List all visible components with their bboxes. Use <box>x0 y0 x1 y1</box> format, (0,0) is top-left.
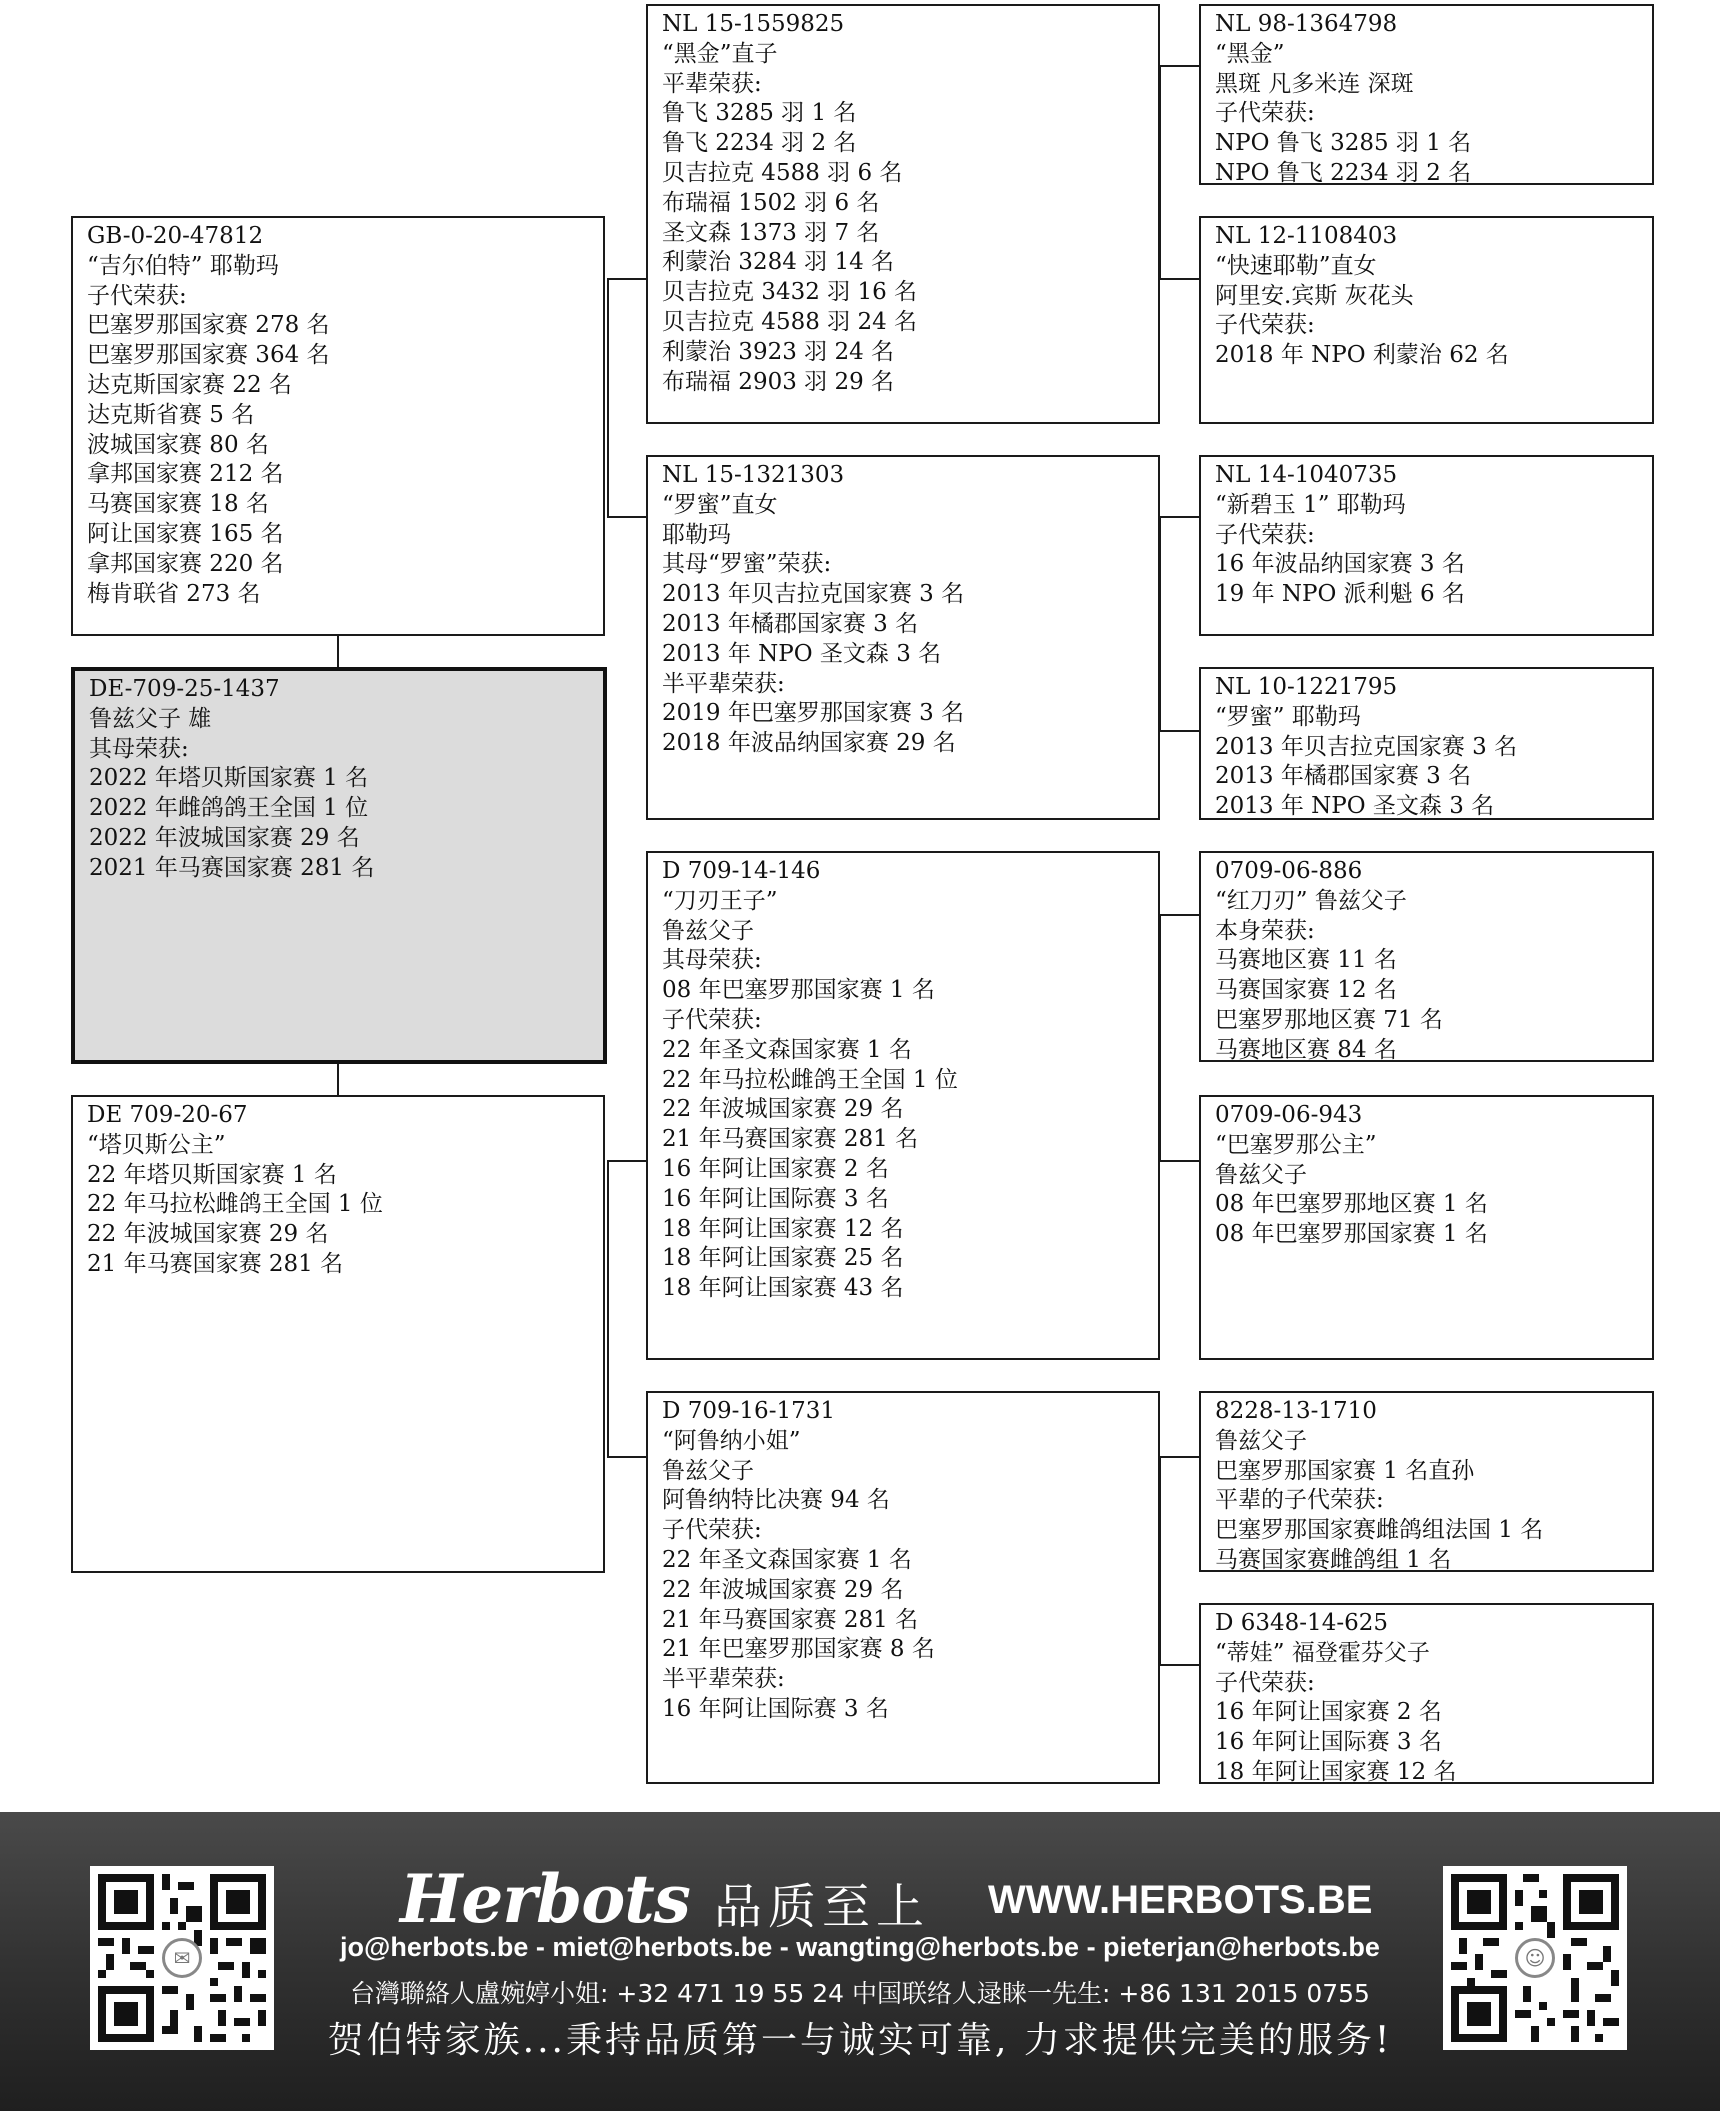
pedigree-line: 22 年波城国家赛 29 名 <box>662 1576 904 1603</box>
ds-sire-card <box>1199 851 1654 1062</box>
connector <box>607 278 647 280</box>
pedigree-line: 2018 年 NPO 利蒙治 62 名 <box>1215 342 1509 369</box>
ring-number: DE-709-25-1437 <box>89 676 280 702</box>
pedigree-line: 2019 年巴塞罗那国家赛 3 名 <box>662 700 965 727</box>
pedigree-line: 子代荣获: <box>1215 521 1315 548</box>
pedigree-line: 阿鲁纳特比决赛 94 名 <box>662 1487 890 1514</box>
connector <box>1159 1456 1199 1458</box>
pedigree-line: 22 年圣文森国家赛 1 名 <box>662 1036 912 1063</box>
pedigree-line: 半平辈荣获: <box>662 670 785 697</box>
pedigree-line: 耶勒玛 <box>662 521 731 548</box>
pedigree-line: 黑斑 凡多米连 深斑 <box>1215 70 1414 97</box>
connector <box>607 516 647 518</box>
pedigree-line: 贝吉拉克 4588 羽 24 名 <box>662 308 918 335</box>
connector <box>1159 65 1199 67</box>
pedigree-line: 21 年马赛国家赛 281 名 <box>662 1606 919 1633</box>
website-link[interactable]: WWW.HERBOTS.BE <box>988 1878 1373 1922</box>
ring-number: NL 10-1221795 <box>1215 674 1398 700</box>
pedigree-line: 马赛地区赛 11 名 <box>1215 947 1397 974</box>
connector <box>1159 1664 1199 1666</box>
dam-dam-card <box>646 1391 1160 1784</box>
pedigree-line: 鲁兹父子 <box>1215 1427 1307 1454</box>
line-badge-icon: ✉ <box>162 1938 202 1978</box>
sd-sire-card <box>1199 455 1654 636</box>
contact-phones: 台灣聯絡人盧婉婷小姐: +32 471 19 55 24 中国联络人逯睐一先生: +86 131 2015 0755 <box>350 1979 1370 2008</box>
dd-dam-card <box>1199 1603 1654 1784</box>
pedigree-line: 马赛国家赛 18 名 <box>87 491 269 518</box>
pedigree-line: 2013 年贝吉拉克国家赛 3 名 <box>662 581 965 608</box>
pedigree-line: 马赛国家赛雌鸽组 1 名 <box>1215 1546 1452 1572</box>
slogan: 品质至上 <box>714 1879 931 1935</box>
pedigree-line: 16 年阿让国际赛 3 名 <box>662 1695 889 1722</box>
pedigree-line: 子代荣获: <box>662 1006 762 1033</box>
ds-dam-card <box>1199 1095 1654 1360</box>
ring-number: D 709-16-1731 <box>662 1398 835 1424</box>
connector <box>607 1160 609 1456</box>
connector <box>337 1062 339 1096</box>
ring-number: NL 12-1108403 <box>1215 223 1398 249</box>
connector <box>1159 516 1199 518</box>
pedigree-line: “吉尔伯特” 耶勒玛 <box>87 252 279 279</box>
connector <box>337 635 339 667</box>
connector <box>607 1160 647 1162</box>
pedigree-line: 鲁飞 2234 羽 2 名 <box>662 130 857 157</box>
wechat-badge-icon: ☺ <box>1515 1938 1555 1978</box>
ring-number: D 709-14-146 <box>662 858 821 884</box>
pedigree-line: 18 年阿让国家赛 43 名 <box>662 1275 904 1302</box>
pedigree-line: 半平辈荣获: <box>662 1666 785 1693</box>
ring-number: NL 14-1040735 <box>1215 462 1398 488</box>
pedigree-line: 18 年阿让国家赛 12 名 <box>662 1215 904 1242</box>
dam-sire-card <box>646 851 1160 1360</box>
pedigree-line: 鲁兹父子 <box>1215 1161 1307 1188</box>
herbots-logo: Herbots <box>400 1860 690 1938</box>
ring-number: NL 98-1364798 <box>1215 11 1398 37</box>
pedigree-line: 拿邦国家赛 220 名 <box>87 550 284 577</box>
pedigree-line: NPO 鲁飞 2234 羽 2 名 <box>1215 159 1472 185</box>
pedigree-line: 22 年塔贝斯国家赛 1 名 <box>87 1161 337 1188</box>
pedigree-line: “黑金”直子 <box>662 40 778 67</box>
pedigree-line: 08 年巴塞罗那国家赛 1 名 <box>662 977 935 1004</box>
subject-card <box>71 667 607 1064</box>
pedigree-line: 巴塞罗那国家赛雌鸽组法国 1 名 <box>1215 1517 1544 1544</box>
pedigree-line: 达克斯省赛 5 名 <box>87 401 255 428</box>
pedigree-line: 达克斯国家赛 22 名 <box>87 371 292 398</box>
pedigree-line: 2013 年橘郡国家赛 3 名 <box>1215 763 1472 790</box>
pedigree-line: 子代荣获: <box>1215 312 1315 339</box>
pedigree-line: 巴塞罗那国家赛 364 名 <box>87 342 330 369</box>
pedigree-line: 其母荣获: <box>662 947 762 974</box>
pedigree-line: 鲁兹父子 雄 <box>89 705 212 732</box>
pedigree-line: 2013 年 NPO 圣文森 3 名 <box>1215 793 1495 820</box>
pedigree-line: 布瑞福 2903 羽 29 名 <box>662 368 895 395</box>
ss-sire-card <box>1199 4 1654 185</box>
pedigree-line: 巴塞罗那国家赛 1 名直孙 <box>1215 1457 1475 1484</box>
sire-dam-card <box>646 455 1160 820</box>
pedigree-line: 鲁兹父子 <box>662 1457 754 1484</box>
pedigree-line: 马赛国家赛 12 名 <box>1215 977 1397 1004</box>
connector <box>607 1456 647 1458</box>
connector <box>1159 278 1199 280</box>
pedigree-line: 子代荣获: <box>662 1517 762 1544</box>
pedigree-line: “蒂娃” 福登霍芬父子 <box>1215 1639 1430 1666</box>
pedigree-line: 21 年马赛国家赛 281 名 <box>87 1250 344 1277</box>
pedigree-line: 圣文森 1373 羽 7 名 <box>662 219 880 246</box>
pedigree-line: 拿邦国家赛 212 名 <box>87 461 284 488</box>
pedigree-line: 2013 年 NPO 圣文森 3 名 <box>662 640 942 667</box>
pedigree-line: 2022 年塔贝斯国家赛 1 名 <box>89 765 369 792</box>
pedigree-line: 其母荣获: <box>89 735 189 762</box>
ring-number: DE 709-20-67 <box>87 1102 248 1128</box>
sd-dam-card <box>1199 667 1654 820</box>
connector <box>607 278 609 516</box>
pedigree-line: 鲁飞 3285 羽 1 名 <box>662 100 857 127</box>
pedigree-line: 21 年巴塞罗那国家赛 8 名 <box>662 1636 935 1663</box>
pedigree-line: 08 年巴塞罗那国家赛 1 名 <box>1215 1221 1488 1248</box>
pedigree-line: 22 年马拉松雌鸽王全国 1 位 <box>87 1191 383 1218</box>
dd-sire-card <box>1199 1391 1654 1572</box>
pedigree-line: 马赛地区赛 84 名 <box>1215 1036 1397 1062</box>
ring-number: GB-0-20-47812 <box>87 223 264 249</box>
pedigree-line: 利蒙治 3923 羽 24 名 <box>662 338 895 365</box>
pedigree-line: 18 年阿让国家赛 25 名 <box>662 1245 904 1272</box>
pedigree-line: 子代荣获: <box>1215 100 1315 127</box>
pedigree-line: 18 年阿让国家赛 12 名 <box>1215 1758 1457 1784</box>
pedigree-line: “阿鲁纳小姐” <box>662 1427 801 1454</box>
pedigree-line: 16 年阿让国家赛 2 名 <box>662 1155 889 1182</box>
pedigree-line: “黑金” <box>1215 40 1285 67</box>
pedigree-line: “罗蜜” 耶勒玛 <box>1215 703 1361 730</box>
pedigree-line: 布瑞福 1502 羽 6 名 <box>662 189 880 216</box>
pedigree-line: 22 年波城国家赛 29 名 <box>662 1096 904 1123</box>
pedigree-line: “巴塞罗那公主” <box>1215 1131 1377 1158</box>
pedigree-line: 2021 年马赛国家赛 281 名 <box>89 854 375 881</box>
pedigree-line: 2013 年贝吉拉克国家赛 3 名 <box>1215 733 1518 760</box>
pedigree-line: 16 年波品纳国家赛 3 名 <box>1215 551 1465 578</box>
sire-sire-card <box>646 4 1160 424</box>
ring-number: 0709-06-886 <box>1215 858 1363 884</box>
pedigree-line: 阿让国家赛 165 名 <box>87 520 284 547</box>
ring-number: D 6348-14-625 <box>1215 1610 1388 1636</box>
pedigree-line: 08 年巴塞罗那地区赛 1 名 <box>1215 1191 1488 1218</box>
pedigree-line: 22 年马拉松雌鸽王全国 1 位 <box>662 1066 958 1093</box>
pedigree-line: 子代荣获: <box>87 282 187 309</box>
pedigree-line: 2022 年雌鸽鸽王全国 1 位 <box>89 795 369 822</box>
ss-dam-card <box>1199 216 1654 424</box>
pedigree-line: 巴塞罗那地区赛 71 名 <box>1215 1006 1443 1033</box>
pedigree-line: 2022 年波城国家赛 29 名 <box>89 824 360 851</box>
pedigree-line: 22 年圣文森国家赛 1 名 <box>662 1546 912 1573</box>
pedigree-line: 鲁兹父子 <box>662 917 754 944</box>
pedigree-line: 22 年波城国家赛 29 名 <box>87 1221 329 1248</box>
pedigree-line: 本身荣获: <box>1215 917 1315 944</box>
pedigree-line: “刀刃王子” <box>662 887 778 914</box>
ring-number: 0709-06-943 <box>1215 1102 1363 1128</box>
email-links[interactable]: jo@herbots.be - miet@herbots.be - wangting@herbots.be - pieterjan@herbots.be <box>340 1932 1380 1962</box>
ring-number: NL 15-1321303 <box>662 462 845 488</box>
pedigree-line: NPO 鲁飞 3285 羽 1 名 <box>1215 130 1472 157</box>
pedigree-line: 子代荣获: <box>1215 1669 1315 1696</box>
pedigree-line: 19 年 NPO 派利魁 6 名 <box>1215 581 1465 608</box>
pedigree-line: “新碧玉 1” 耶勒玛 <box>1215 491 1406 518</box>
pedigree-line: 2013 年橘郡国家赛 3 名 <box>662 610 919 637</box>
connector <box>1159 730 1199 732</box>
pedigree-line: “塔贝斯公主” <box>87 1131 226 1158</box>
pedigree-line: 巴塞罗那国家赛 278 名 <box>87 312 330 339</box>
pedigree-line: 贝吉拉克 4588 羽 6 名 <box>662 159 903 186</box>
connector <box>1159 914 1199 916</box>
ring-number: NL 15-1559825 <box>662 11 845 37</box>
motto: 贺伯特家族...秉持品质第一与诚实可靠, 力求提供完美的服务! <box>327 2020 1393 2061</box>
ring-number: 8228-13-1710 <box>1215 1398 1377 1424</box>
pedigree-line: 21 年马赛国家赛 281 名 <box>662 1126 919 1153</box>
pedigree-line: 利蒙治 3284 羽 14 名 <box>662 249 895 276</box>
pedigree-line: 贝吉拉克 3432 羽 16 名 <box>662 279 918 306</box>
pedigree-line: 平辈荣获: <box>662 70 762 97</box>
pedigree-line: “罗蜜”直女 <box>662 491 778 518</box>
pedigree-line: “快速耶勒”直女 <box>1215 252 1377 279</box>
pedigree-line: 16 年阿让国际赛 3 名 <box>1215 1729 1442 1756</box>
pedigree-line: 波城国家赛 80 名 <box>87 431 269 458</box>
pedigree-line: 阿里安.宾斯 灰花头 <box>1215 282 1414 309</box>
pedigree-line: 2018 年波品纳国家赛 29 名 <box>662 730 956 757</box>
connector <box>1159 1160 1199 1162</box>
sire-card <box>71 216 605 636</box>
pedigree-line: “红刀刃” 鲁兹父子 <box>1215 887 1407 914</box>
pedigree-line: 16 年阿让国家赛 2 名 <box>1215 1699 1442 1726</box>
pedigree-line: 平辈的子代荣获: <box>1215 1487 1384 1514</box>
pedigree-line: 16 年阿让国际赛 3 名 <box>662 1185 889 1212</box>
dam-card <box>71 1095 605 1573</box>
pedigree-line: 其母“罗蜜”荣获: <box>662 551 832 578</box>
pedigree-line: 梅肯联省 273 名 <box>87 580 261 607</box>
